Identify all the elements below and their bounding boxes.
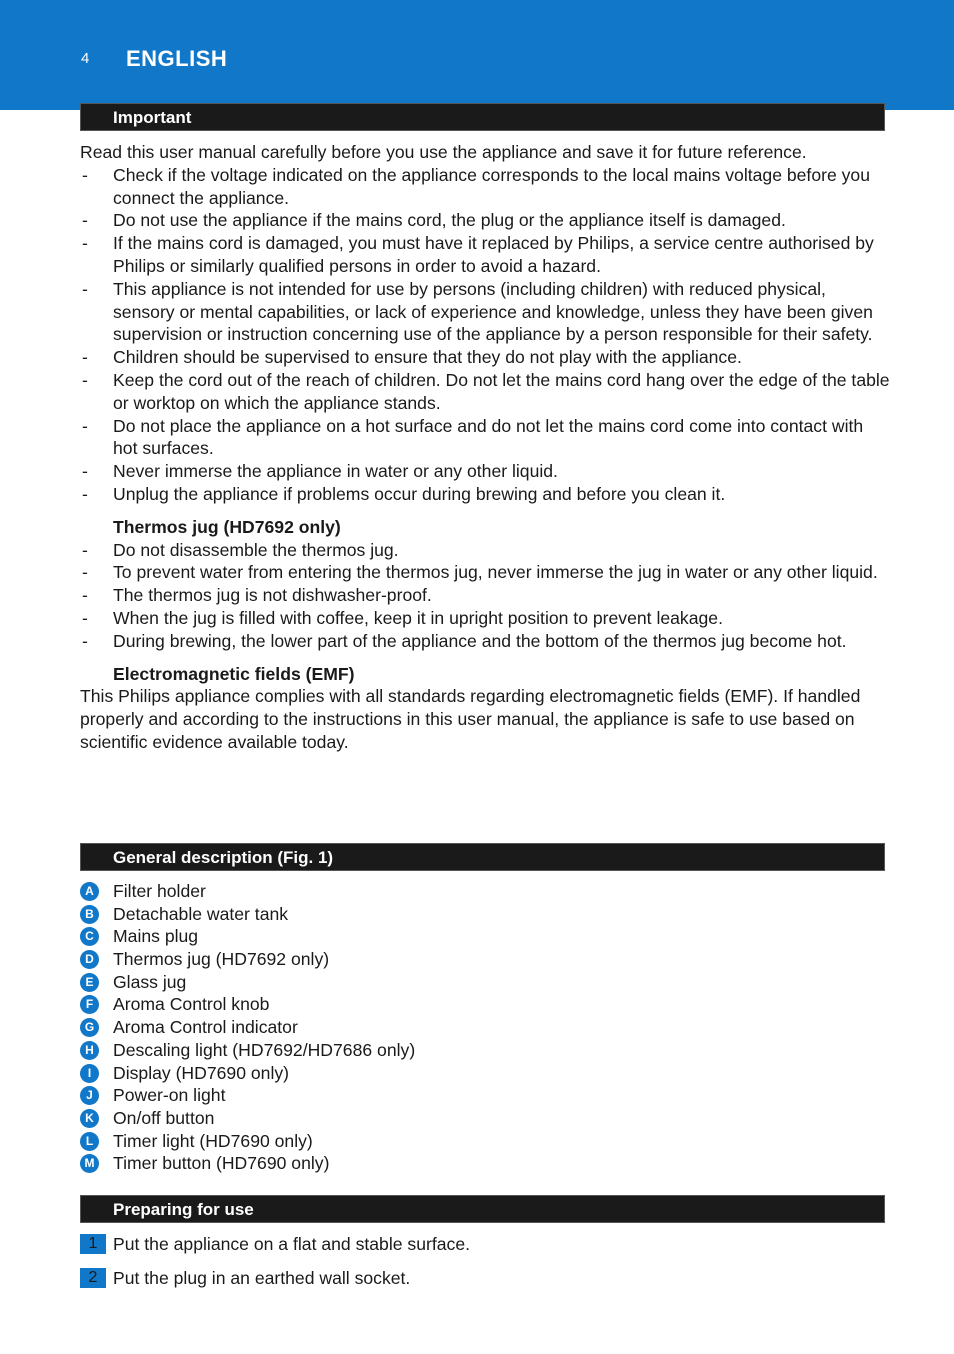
step-number: 1 bbox=[80, 1234, 106, 1254]
list-item: - Check if the voltage indicated on the appliance corresponds to the local mains voltage before you connect the appliance. bbox=[82, 164, 871, 208]
section-important-bar bbox=[80, 103, 885, 131]
letter-badge: H bbox=[80, 1041, 99, 1060]
list-item: - Do not use the appliance if the mains cord, the plug or the appliance itself is damaged. bbox=[82, 210, 786, 231]
part-item: M Timer button (HD7690 only) bbox=[80, 1152, 890, 1175]
letter-badge: J bbox=[80, 1086, 99, 1105]
important-content bbox=[80, 141, 890, 754]
part-item: L Timer light (HD7690 only) bbox=[80, 1130, 890, 1153]
part-item: G Aroma Control indicator bbox=[80, 1016, 890, 1039]
letter-badge: C bbox=[80, 927, 99, 946]
section-preparing-bar bbox=[80, 1195, 885, 1223]
list-item: - Do not place the appliance on a hot surface and do not let the mains cord come into contact with hot surfaces. bbox=[82, 415, 864, 459]
letter-badge: D bbox=[80, 950, 99, 969]
emf-paragraph: This Philips appliance complies with all standards regarding electromagnetic fields (EMF). If handled properly and according to the instructions in this user manual, the appliance is safe to use based on scientific evidence available today. bbox=[80, 686, 861, 752]
part-item: B Detachable water tank bbox=[80, 903, 890, 926]
part-item: C Mains plug bbox=[80, 925, 890, 948]
part-item: E Glass jug bbox=[80, 971, 890, 994]
section-title: Important bbox=[113, 108, 192, 127]
letter-badge: G bbox=[80, 1018, 99, 1037]
language-title: ENGLISH bbox=[126, 46, 228, 71]
letter-badge: K bbox=[80, 1109, 99, 1128]
step-number: 2 bbox=[80, 1268, 106, 1288]
letter-badge: I bbox=[80, 1064, 99, 1083]
list-item: - To prevent water from entering the thermos jug, never immerse the jug in water or any other liquid. bbox=[82, 562, 878, 583]
letter-badge: L bbox=[80, 1132, 99, 1151]
letter-badge: F bbox=[80, 995, 99, 1014]
letter-badge: A bbox=[80, 882, 99, 901]
section-title: General description (Fig. 1) bbox=[113, 848, 334, 867]
intro-paragraph: Read this user manual carefully before you use the appliance and save it for future reference. bbox=[80, 142, 807, 162]
part-item: F Aroma Control knob bbox=[80, 993, 890, 1016]
step-text: Put the plug in an earthed wall socket. bbox=[113, 1268, 411, 1288]
section-general-bar bbox=[80, 843, 885, 871]
part-item: A Filter holder bbox=[80, 880, 890, 903]
step-text: Put the appliance on a flat and stable surface. bbox=[113, 1234, 471, 1254]
header-banner bbox=[0, 0, 954, 110]
letter-badge: B bbox=[80, 905, 99, 924]
part-item: I Display (HD7690 only) bbox=[80, 1062, 890, 1085]
list-item: - Unplug the appliance if problems occur during brewing and before you clean it. bbox=[82, 483, 726, 504]
parts-list bbox=[80, 880, 890, 1175]
list-item: - Never immerse the appliance in water or any other liquid. bbox=[82, 461, 558, 482]
part-item: H Descaling light (HD7692/HD7686 only) bbox=[80, 1039, 890, 1062]
emf-subheading: Electromagnetic fields (EMF) bbox=[113, 663, 355, 684]
list-item: - Children should be supervised to ensure that they do not play with the appliance. bbox=[82, 347, 742, 368]
general-content bbox=[80, 880, 890, 1175]
list-item: - The thermos jug is not dishwasher-proof. bbox=[82, 585, 432, 606]
letter-badge: M bbox=[80, 1154, 99, 1173]
part-item: J Power-on light bbox=[80, 1084, 890, 1107]
part-item: D Thermos jug (HD7692 only) bbox=[80, 948, 890, 971]
important-list bbox=[80, 164, 890, 506]
list-item: - When the jug is filled with coffee, keep it in upright position to prevent leakage. bbox=[82, 607, 723, 628]
part-item: K On/off button bbox=[80, 1107, 890, 1130]
list-item: - This appliance is not intended for use by persons (including children) with reduced physical, sensory or mental capabilities, or lack of experience and knowledge, unless they have been given supervision or instruction concerning use of the appliance by a person responsible for their safety. bbox=[82, 278, 873, 345]
thermos-list bbox=[80, 539, 890, 653]
letter-badge: E bbox=[80, 973, 99, 992]
list-item: - During brewing, the lower part of the appliance and the bottom of the thermos jug become hot. bbox=[82, 630, 847, 651]
page-number: 4 bbox=[81, 50, 90, 67]
thermos-subheading: Thermos jug (HD7692 only) bbox=[113, 516, 341, 537]
section-title: Preparing for use bbox=[113, 1200, 254, 1219]
list-item: - Keep the cord out of the reach of children. Do not let the mains cord hang over the edge of the table or worktop on which the appliance stands. bbox=[82, 369, 890, 413]
list-item: - If the mains cord is damaged, you must have it replaced by Philips, a service centre authorised by Philips or similarly qualified persons in order to avoid a hazard. bbox=[82, 233, 874, 276]
list-item: - Do not disassemble the thermos jug. bbox=[82, 539, 399, 560]
